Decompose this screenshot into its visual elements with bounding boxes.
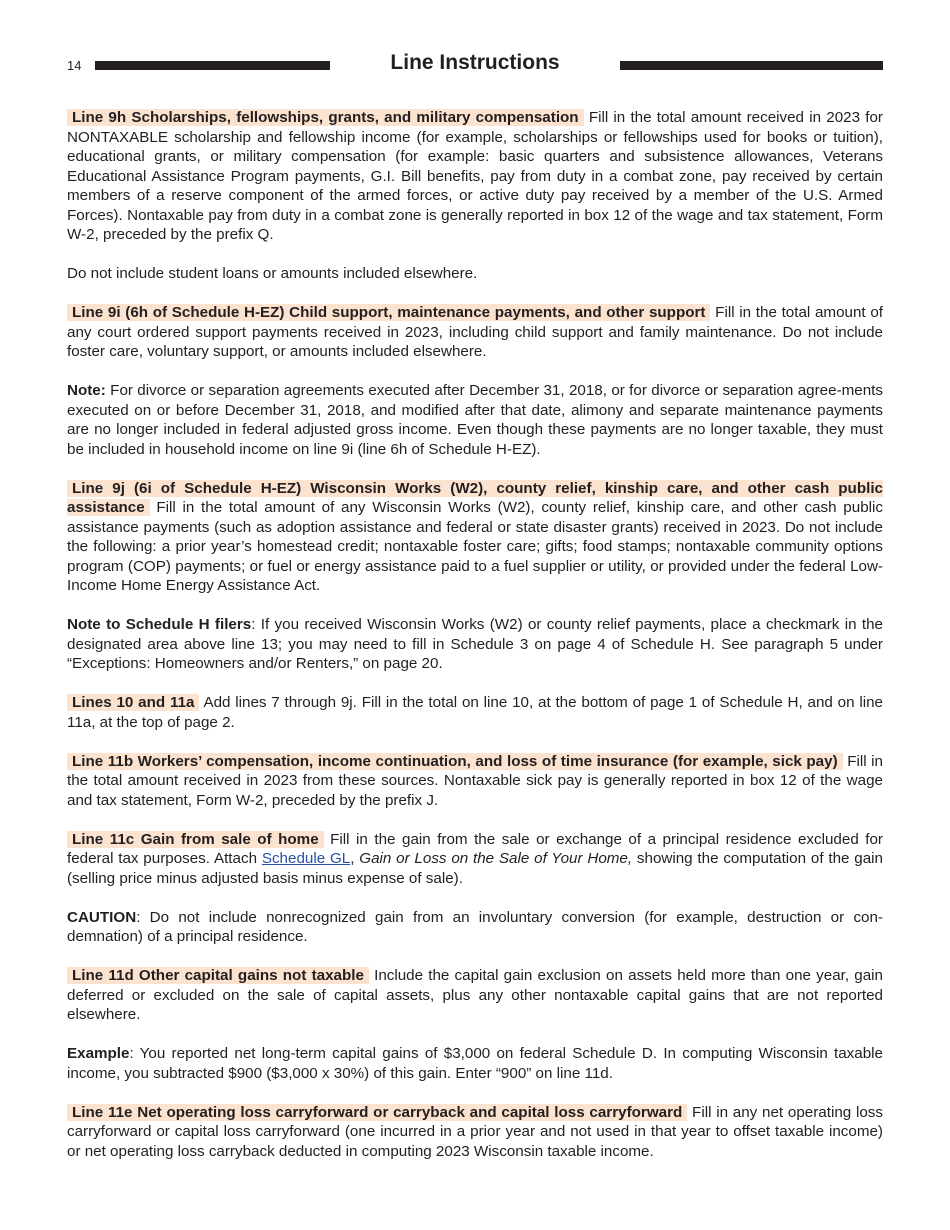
line-11e-heading: Line 11e Net operating loss carryforward or carryback and capital loss carryforward (67, 1104, 687, 1121)
lines-10-11a-heading: Lines 10 and 11a (67, 694, 199, 711)
line-9h-text: Fill in the total amount received in 2023 for NONTAXABLE scholarship and fellowship income (for example, scholarships or fellowships used for books or tuition), educational grants, or military compensation (for example: basic quarters and subsistence allowances, Veterans Educational Assistance Program payments, G.I. Bill benefits, pay from duty in a combat zone, pay received by certain members of a reserve component of the armed forces, or active duty pay received by a member of the U.S. Armed Forces). Nontaxable pay from duty in a combat zone is generally reported in box 12 of the wage and tax statement, Form W-2, preceded by the prefix Q. (67, 109, 883, 243)
line-11d-text: Include the capital gain exclusion on assets held more than one year, gain deferred or excluded on the sale of capital assets, plus any other nontaxable capital gains that are not reported elsewhere. (67, 967, 883, 1023)
line-11d-heading: Line 11d Other capital gains not taxable (67, 967, 369, 984)
note-schedule-h-label: Note to Schedule H filers (67, 616, 252, 633)
section-line-11e (67, 1103, 883, 1162)
section-lines-10-11a (67, 693, 883, 732)
header-rule-left (95, 61, 330, 70)
page-title: Line Instructions (390, 51, 560, 74)
header-rule-right (620, 61, 883, 70)
example-text: : You reported net long-term capital gains of $3,000 on federal Schedule D. In computing Wisconsin taxable income, you subtracted $900 ($3,000 x 30%) of this gain. Enter “900” on line 11d. (67, 1045, 883, 1082)
section-line-11b (67, 752, 883, 811)
section-line-9j (67, 479, 883, 596)
schedule-gl-link[interactable]: Schedule GL (261, 850, 351, 867)
line-9j-heading: Line 9j (6i of Schedule H-EZ) Wisconsin Works (W2), county relief, kinship care, and other cash public assistance (67, 479, 883, 516)
page-number: 14 (67, 58, 82, 73)
section-caution (67, 908, 883, 947)
line-11c-text: Fill in the gain from the sale or exchange of a principal residence excluded for federal tax purposes. Attach (67, 830, 883, 867)
line-11b-text: Fill in the total amount received in 2023 from these sources. Nontaxable sick pay is generally reported in box 12 of the wage and tax statement, Form W-2, preceded by the prefix J. (67, 752, 883, 809)
section-line-9h (67, 108, 883, 245)
line-11c-heading: Line 11c Gain from sale of home (67, 831, 324, 848)
section-line-11c: Line 11c Gain from sale of home Fill in the gain from the sale or exchange of a principal residence excluded for federal tax purposes. Attach Schedule GL, Gain or Loss on the Sale of Your Home, showing the computation of the gain (selling price minus adjusted basis minus expense of sale). (67, 830, 883, 887)
line-11b-heading: Line 11b Workers’ compensation, income continuation, and loss of time insurance (for example, sick pay) (67, 753, 843, 770)
line-9h-heading: Line 9h Scholarships, fellowships, grants, and military compensation (67, 109, 584, 126)
note-schedule-h-text: : If you received Wisconsin Works (W2) or county relief payments, place a checkmark in the designated area above line 13; you may need to fill in Schedule 3 on page 4 of Schedule H. See paragraph 5 under “Exceptions: Homeowners and/or Renters,” on page 20. (67, 616, 883, 672)
section-line-11d (67, 966, 883, 1025)
section-line-9i (67, 303, 883, 362)
section-note-divorce (67, 381, 883, 459)
line-11e-text: Fill in any net operating loss carryforward or capital loss carryforward (one incurred in a prior year and not used in that year to offset taxable income) or net operating loss carryback deducted in computing 2023 Wisconsin taxable income. (67, 1103, 883, 1160)
line-9j-text: Fill in the total amount of any Wisconsin Works (W2), county relief, kinship care, and other cash public assistance payments (such as adoption assistance and federal or state disaster grants) received in 2023. Do not include the following: a prior year’s homestead credit; nontaxable foster care; gifts; food stamps; nontaxable community options program (COP) payments; or fuel or energy assistance paid to a fuel supplier or utility, or provided under the federal Low-Income Home Energy Assistance Act. (67, 499, 883, 594)
lines-10-11a-text: Add lines 7 through 9j. Fill in the total on line 10, at the bottom of page 1 of Schedule H, and on line 11a, at the top of page 2. (67, 694, 883, 731)
page-header (67, 50, 883, 80)
caution-text: : Do not include nonrecognized gain from an involuntary conversion (for example, destruction or con-demnation) of a principal residence. (67, 908, 883, 945)
line-11c-text-after: showing the computation of the gain (selling price minus adjusted basis minus expense of sale). (67, 850, 883, 887)
section-line-9h-note (67, 264, 883, 284)
line-11c-form-title: Gain or Loss on the Sale of Your Home, (359, 850, 633, 867)
line-9h-note-text: Do not include student loans or amounts included elsewhere. (67, 265, 478, 282)
example-label: Example (67, 1045, 130, 1062)
caution-label: CAUTION (67, 908, 137, 926)
note-divorce-text: For divorce or separation agreements executed after December 31, 2018, or for divorce or separation agree-ments executed on or before December 31, 2018, and modified after that date, alimony and separate maintenance payments are no longer included in federal adjusted gross income. Even though these payments are no longer taxable, they must be included in household income on line 9i (line 6h of Schedule H-EZ). (67, 382, 883, 458)
note-label: Note: (67, 382, 106, 399)
instructions-body (67, 108, 883, 1181)
line-9i-heading: Line 9i (6h of Schedule H-EZ) Child support, maintenance payments, and other support (67, 304, 710, 321)
section-note-schedule-h (67, 615, 883, 674)
section-example (67, 1044, 883, 1083)
line-9i-text: Fill in the total amount of any court ordered support payments received in 2023, including child support and family maintenance. Do not include foster care, voluntary support, or amounts included elsewhere. (67, 304, 883, 360)
